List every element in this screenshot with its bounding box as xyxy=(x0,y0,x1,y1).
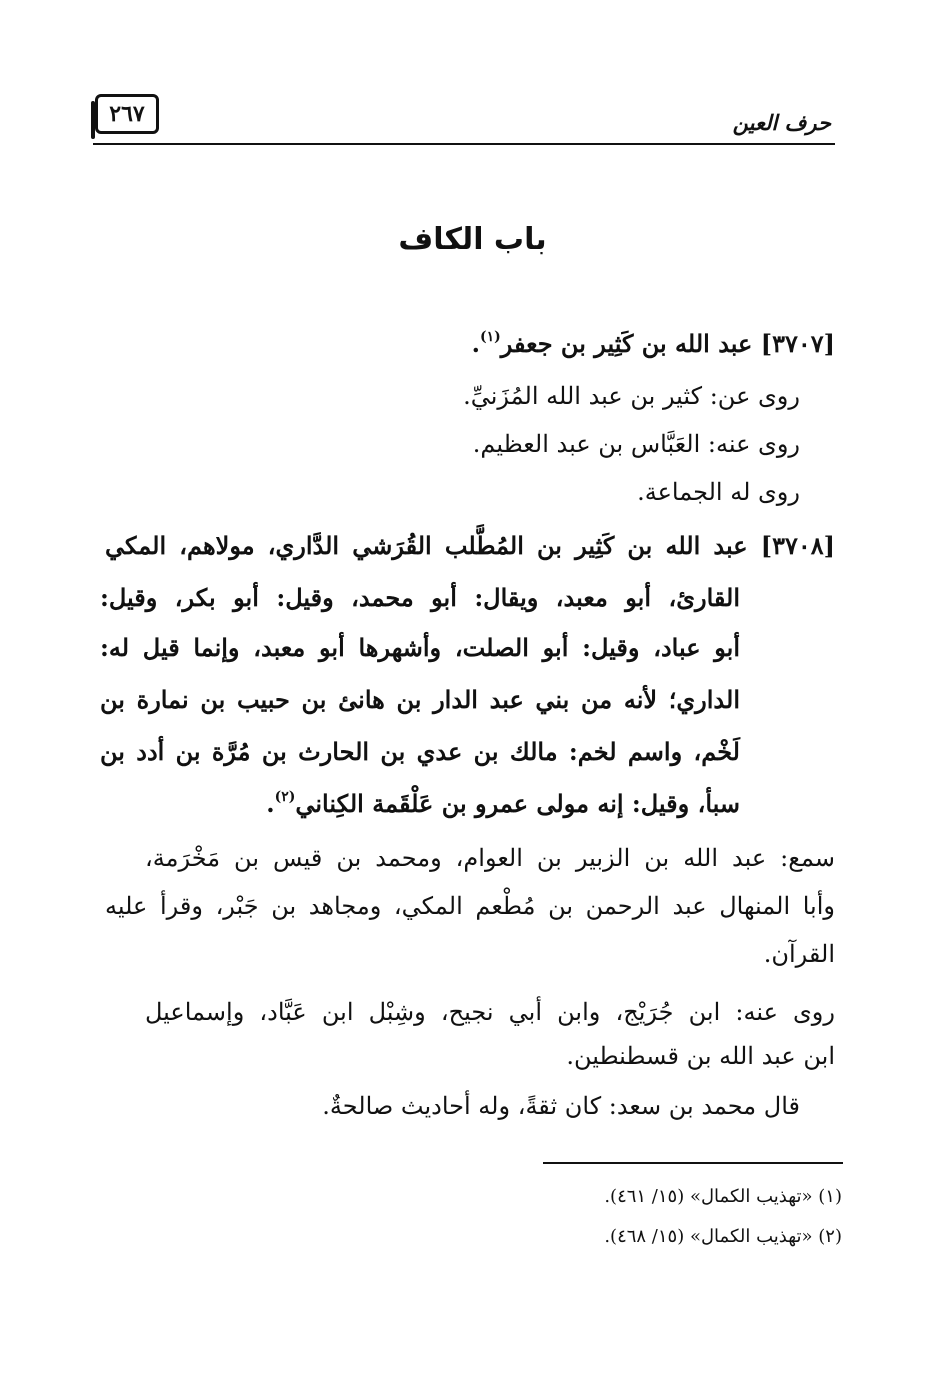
entry-3708-heading-line: [٣٧٠٨] عبد الله بن كَثِير بن المُطَّلب القُرَشي الدَّاري، مولاهم، المكي xyxy=(105,531,835,560)
entry-3708-heading-line: أبو عباد، وقيل: أبو الصلت، وأشهرها أبو معبد، وإنما قيل له: xyxy=(100,633,740,662)
entry-3708-body-line: ابن عبد الله بن قسطنطين. xyxy=(566,1042,835,1070)
entry-3708-heading-line-last: سبأ، وقيل: إنه مولى عمرو بن عَلْقَمة الكِناني$^{(٢)}$. xyxy=(266,789,740,818)
footnote-1: (١) «تهذيب الكمال» (١٥/ ٤٦١). xyxy=(604,1186,842,1207)
entry-3707-narrated-by: روى عنه: العَبَّاس بن عبد العظيم. xyxy=(472,430,800,458)
entry-3708-heading-line: الداري؛ لأنه من بني عبد الدار بن هانئ بن حبيب بن نمارة بن xyxy=(100,685,740,714)
footnote-marker-2: (٢) xyxy=(274,789,296,805)
chapter-title: باب الكاف xyxy=(398,222,547,257)
entry-3707-narrated-from: روى عن: كثير بن عبد الله المُزَنيِّ. xyxy=(463,382,800,410)
running-header-title: حرف العين xyxy=(732,110,831,135)
entry-3708-heading-text: سبأ، وقيل: إنه مولى عمرو بن عَلْقَمة الكِناني xyxy=(295,789,740,818)
entry-3708-body-line: القرآن. xyxy=(763,940,835,968)
footnote-marker-1: (١) xyxy=(480,329,501,345)
entry-3708-body-line: قال محمد بن سعد: كان ثقةً، وله أحاديث صالحةٌ. xyxy=(322,1092,800,1120)
entry-3707-heading: [٣٧٠٧] عبد الله بن كَثِير بن جعفر$^{(١)}$. xyxy=(471,329,835,358)
entry-3708-body-line: روى عنه: ابن جُرَيْج، وابن أبي نجيح، وشِبْل ابن عَبَّاد، وإسماعيل xyxy=(145,998,835,1026)
entry-3708-heading-line: لَخْم، واسم لخم: مالك بن عدي بن الحارث بن مُرَّة بن أدد بن xyxy=(100,737,740,766)
header-rule xyxy=(93,143,835,145)
entry-3708-body-line: وأبا المنهال عبد الرحمن بن مُطْعم المكي، ومجاهد بن جَبْر، وقرأ عليه xyxy=(105,892,835,920)
footnote-2: (٢) «تهذيب الكمال» (١٥/ ٤٦٨). xyxy=(604,1226,842,1247)
page-number: ٢٦٧ xyxy=(109,101,145,127)
running-header xyxy=(93,88,835,152)
footnote-rule xyxy=(543,1162,843,1164)
entry-3708-heading-line: القارئ، أبو معبد، ويقال: أبو محمد، وقيل: أبو بكر، وقيل: xyxy=(100,583,740,612)
entry-3707-narrators: روى له الجماعة. xyxy=(637,478,800,506)
entry-3707-heading-text: [٣٧٠٧] عبد الله بن كَثِير بن جعفر xyxy=(500,329,835,358)
page-number-box xyxy=(95,94,159,134)
entry-3708-body-line: سمع: عبد الله بن الزبير بن العوام، ومحمد بن قيس بن مَخْرَمة، xyxy=(145,844,835,872)
